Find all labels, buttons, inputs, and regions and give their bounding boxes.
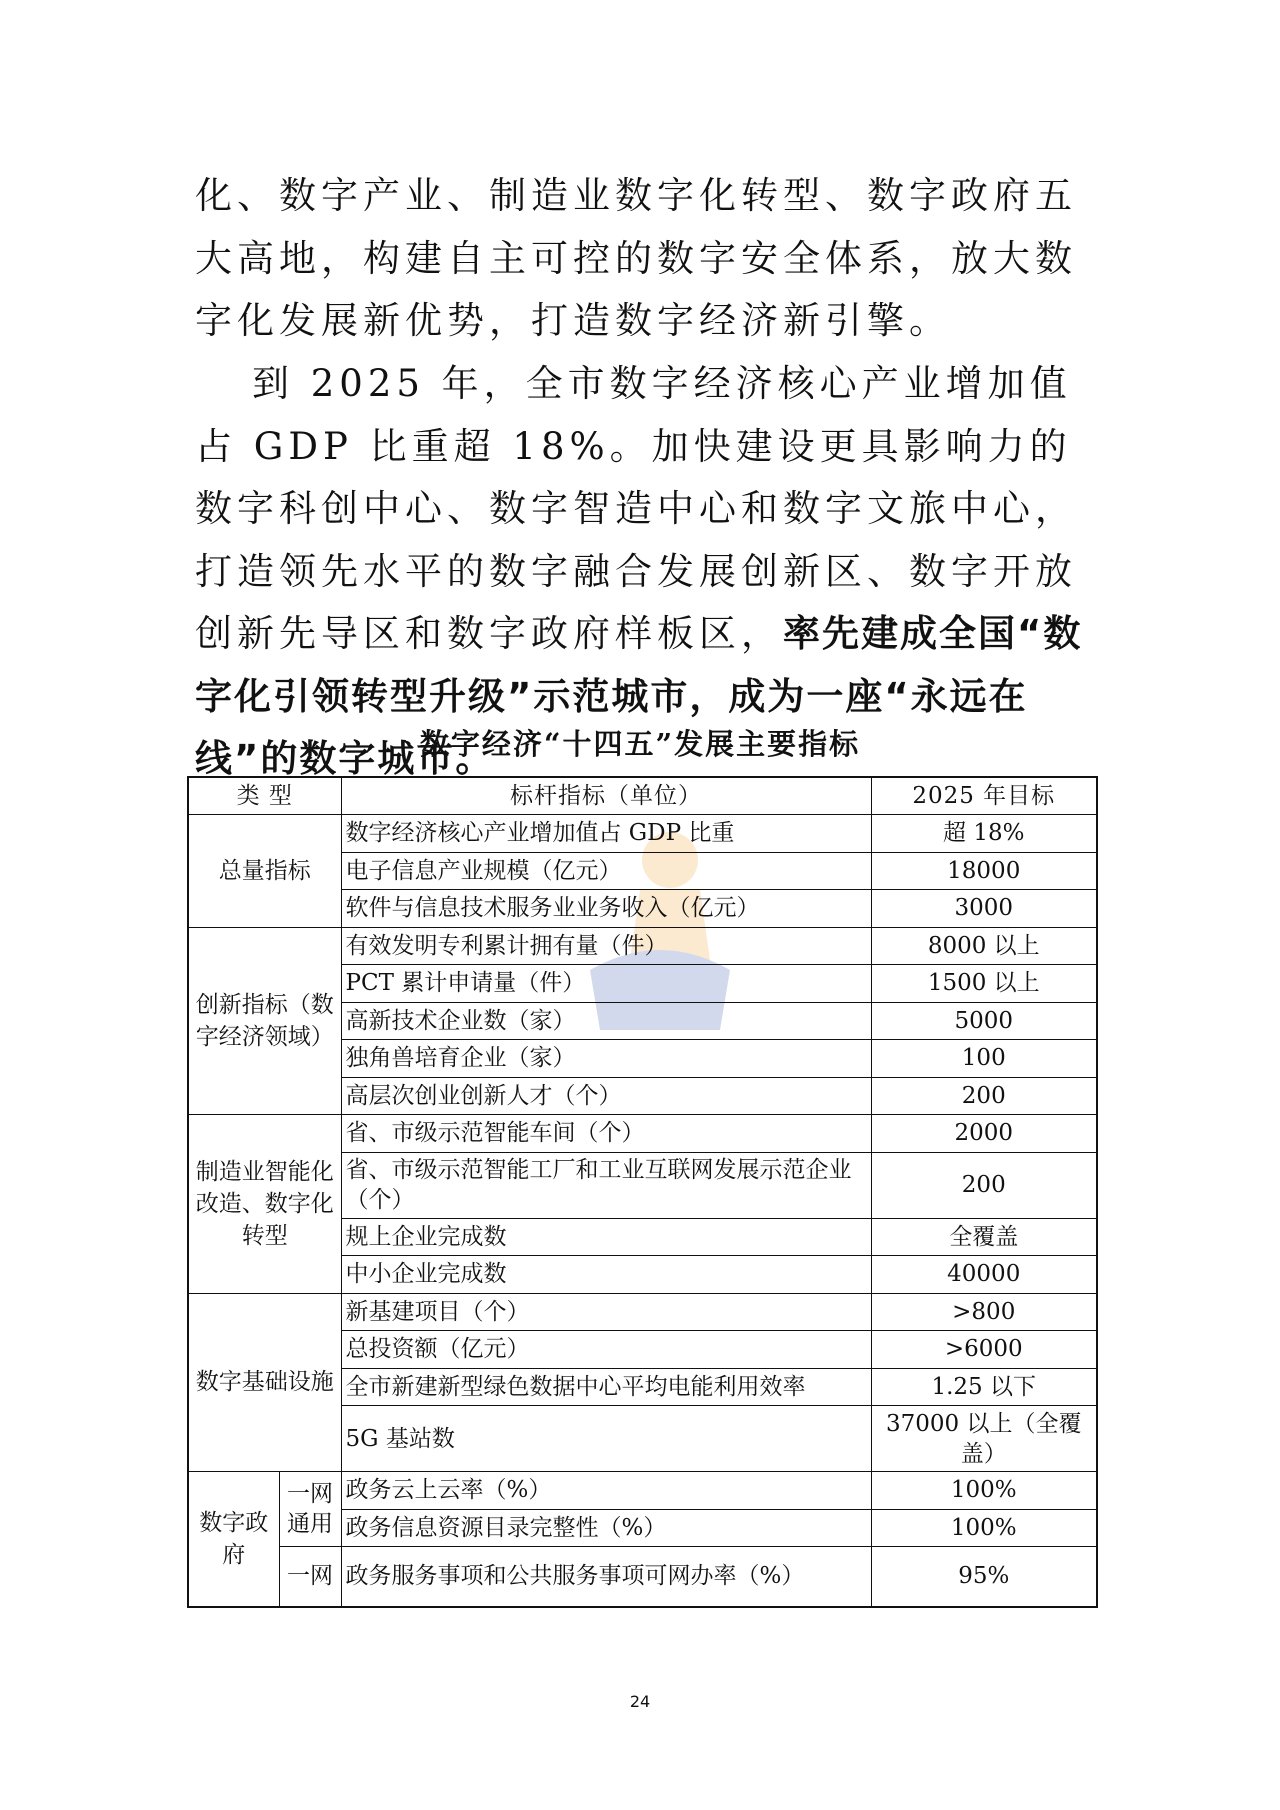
metric-cell: 高新技术企业数（家） <box>341 1002 871 1040</box>
target-cell: 100% <box>871 1509 1097 1547</box>
metric-cell: PCT 累计申请量（件） <box>341 965 871 1003</box>
header-target: 2025 年目标 <box>871 777 1097 815</box>
table-row <box>188 1115 1097 1153</box>
category-innovation: 创新指标（数字经济领域） <box>188 927 341 1115</box>
metric-cell: 规上企业完成数 <box>341 1218 871 1256</box>
target-cell: 95% <box>871 1547 1097 1607</box>
table-row <box>188 1547 1097 1607</box>
target-cell: 100% <box>871 1472 1097 1510</box>
target-cell: 37000 以上（全覆盖） <box>871 1406 1097 1472</box>
metric-cell: 软件与信息技术服务业业务收入（亿元） <box>341 890 871 928</box>
target-cell: 2000 <box>871 1115 1097 1153</box>
table-row <box>188 815 1097 853</box>
subcategory-gov-2: 一网 <box>279 1547 341 1607</box>
header-category: 类 型 <box>188 777 341 815</box>
target-cell: 3000 <box>871 890 1097 928</box>
target-cell: 全覆盖 <box>871 1218 1097 1256</box>
target-cell: 18000 <box>871 852 1097 890</box>
metric-cell: 政务云上云率（%） <box>341 1472 871 1510</box>
metric-cell: 高层次创业创新人才（个） <box>341 1077 871 1115</box>
metric-cell: 电子信息产业规模（亿元） <box>341 852 871 890</box>
metric-cell: 总投资额（亿元） <box>341 1331 871 1369</box>
header-metric: 标杆指标（单位） <box>341 777 871 815</box>
indicator-table <box>187 776 1098 1608</box>
table-title: 数字经济“十四五”发展主要指标 <box>419 727 861 761</box>
category-manufacturing: 制造业智能化改造、数字化转型 <box>188 1115 341 1294</box>
metric-cell: 独角兽培育企业（家） <box>341 1040 871 1078</box>
category-government: 数字政府 <box>188 1472 279 1607</box>
table-header-row <box>188 777 1097 815</box>
category-total: 总量指标 <box>188 815 341 928</box>
paragraph-1: 化、数字产业、制造业数字化转型、数字政府五大高地，构建自主可控的数字安全体系，放大数字化发展新优势，打造数字经济新引擎。 <box>195 174 1077 342</box>
target-cell: 8000 以上 <box>871 927 1097 965</box>
page-number: 24 <box>629 1692 651 1711</box>
target-cell: >6000 <box>871 1331 1097 1369</box>
metric-cell: 5G 基站数 <box>341 1406 871 1472</box>
subcategory-gov-1: 一网通用 <box>279 1472 341 1547</box>
target-cell: 100 <box>871 1040 1097 1078</box>
table-row <box>188 1472 1097 1510</box>
paragraph-2-emphasis: 率先建成全国“数字化引领转型升级”示范城市，成为一座“永远在线”的数字城市。 <box>195 612 1083 780</box>
metric-cell: 政务信息资源目录完整性（%） <box>341 1509 871 1547</box>
metric-cell: 政务服务事项和公共服务事项可网办率（%） <box>341 1547 871 1607</box>
category-infrastructure: 数字基础设施 <box>188 1293 341 1472</box>
metric-cell: 数字经济核心产业增加值占 GDP 比重 <box>341 815 871 853</box>
target-cell: 40000 <box>871 1256 1097 1294</box>
table-row <box>188 927 1097 965</box>
paragraph-2-text: 到 2025 年，全市数字经济核心产业增加值占 GDP 比重超 18%。加快建设更具影响力的数字科创中心、数字智造中心和数字文旅中心，打造领先水平的数字融合发展创新区、数字开放创新先导区和数字政府样板区， <box>195 362 1077 655</box>
table-row <box>188 1293 1097 1331</box>
target-cell: 200 <box>871 1152 1097 1218</box>
metric-cell: 省、市级示范智能车间（个） <box>341 1115 871 1153</box>
metric-cell: 省、市级示范智能工厂和工业互联网发展示范企业（个） <box>341 1152 871 1218</box>
target-cell: 5000 <box>871 1002 1097 1040</box>
metric-cell: 新基建项目（个） <box>341 1293 871 1331</box>
target-cell: >800 <box>871 1293 1097 1331</box>
target-cell: 1.25 以下 <box>871 1368 1097 1406</box>
target-cell: 200 <box>871 1077 1097 1115</box>
metric-cell: 有效发明专利累计拥有量（件） <box>341 927 871 965</box>
metric-cell: 全市新建新型绿色数据中心平均电能利用效率 <box>341 1368 871 1406</box>
target-cell: 1500 以上 <box>871 965 1097 1003</box>
target-cell: 超 18% <box>871 815 1097 853</box>
metric-cell: 中小企业完成数 <box>341 1256 871 1294</box>
